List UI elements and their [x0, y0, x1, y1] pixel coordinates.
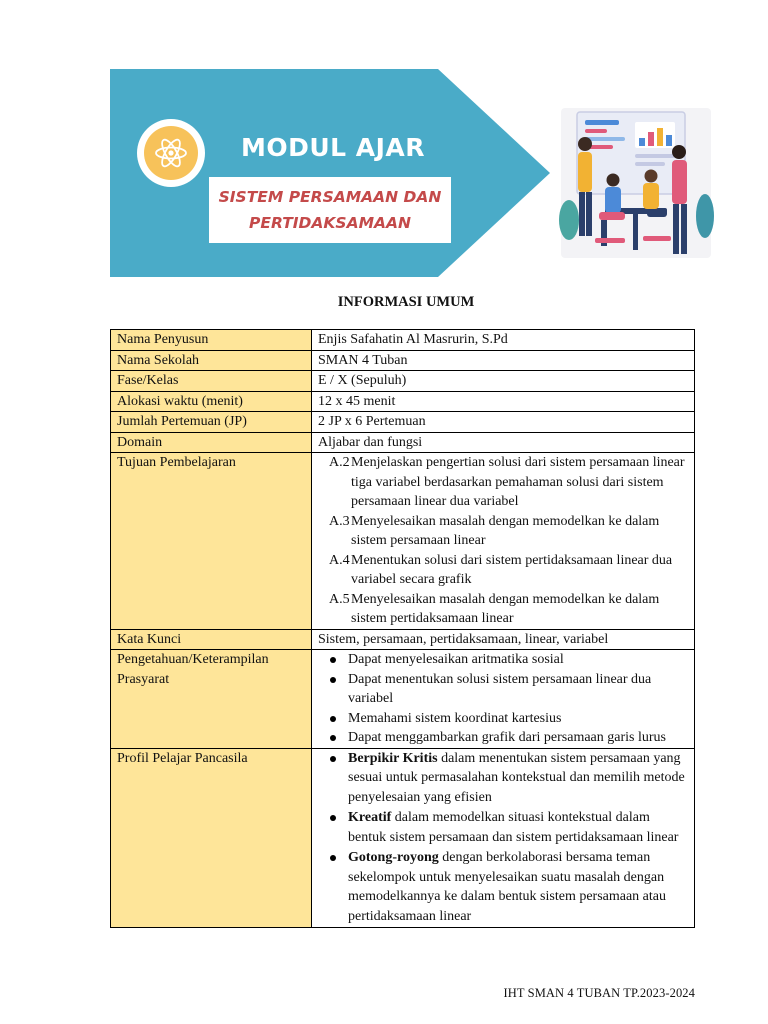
table-row — [111, 391, 695, 412]
list-item — [318, 728, 690, 748]
profile-keyword: Berpikir Kritis — [348, 750, 438, 766]
section-heading: INFORMASI UMUM — [337, 294, 475, 310]
table-row — [111, 748, 695, 928]
subtitle-line-1: SISTEM PERSAMAAN DAN — [218, 188, 442, 206]
profile-text: dalam menentukan sistem persamaan yang sesuai untuk permasalahan kontekstual dan memilih metode penyelesaian yang efisien — [348, 750, 685, 805]
table-row — [111, 650, 695, 749]
atom-badge — [137, 119, 205, 187]
profile-keyword: Gotong-royong — [348, 850, 439, 865]
value-cell — [312, 748, 695, 928]
objective-number: A.5 — [329, 591, 350, 607]
table-row — [111, 432, 695, 453]
value-cell — [312, 650, 695, 749]
page-footer: IHT SMAN 4 TUBAN TP.2023-2024 — [503, 986, 695, 1000]
bullet-icon — [330, 716, 336, 722]
bullet-icon — [330, 677, 336, 683]
table-row — [111, 629, 695, 650]
table-row — [111, 412, 695, 433]
team-illustration — [555, 108, 715, 260]
bullet-icon — [330, 855, 336, 861]
prerequisite-list — [318, 650, 690, 748]
label-line: Prasyarat — [117, 671, 170, 687]
list-item-text: Dapat menyelesaikan aritmatika sosial — [348, 652, 564, 667]
label-line: Pengetahuan/Keterampilan — [117, 652, 269, 667]
label-cell: Jumlah Pertemuan (JP) — [111, 412, 312, 433]
table-row — [111, 453, 695, 630]
objectives-list — [318, 453, 690, 629]
label-cell: Nama Sekolah — [111, 350, 312, 371]
table-row — [111, 350, 695, 371]
list-item — [318, 670, 690, 709]
bullet-icon — [330, 657, 336, 663]
objective-text: Menentukan solusi dari sistem pertidaksamaan linear dua variabel secara grafik — [351, 552, 673, 587]
label-cell: Alokasi waktu (menit) — [111, 391, 312, 412]
value-cell: Aljabar dan fungsi — [312, 432, 695, 453]
module-subtitle — [209, 177, 451, 243]
list-item — [318, 512, 690, 551]
list-item — [318, 848, 690, 926]
objective-text: Menjelaskan pengertian solusi dari sistem persamaan linear tiga variabel berdasarkan pemahaman solusi dari sistem persamaan linear dua variabel — [351, 455, 685, 509]
objective-number: A.2 — [329, 455, 350, 470]
profile-keyword: Kreatif — [348, 810, 392, 825]
label-cell: Tujuan Pembelajaran — [111, 453, 312, 630]
list-item-text: Dapat menggambarkan grafik dari persamaan garis lurus — [348, 730, 666, 745]
module-title: MODUL AJAR — [240, 133, 426, 162]
objective-number: A.3 — [329, 513, 350, 529]
header-banner — [110, 69, 550, 277]
profile-list — [318, 749, 690, 927]
list-item — [318, 551, 690, 590]
objective-number: A.4 — [329, 552, 350, 568]
value-cell: Sistem, persamaan, pertidaksamaan, linear, variabel — [312, 629, 695, 650]
bullet-icon — [330, 815, 336, 821]
list-item — [318, 709, 690, 729]
label-cell: Domain — [111, 432, 312, 453]
objective-text: Menyelesaikan masalah dengan memodelkan ke dalam sistem persamaan linear — [351, 513, 660, 548]
label-cell — [111, 650, 312, 749]
table-row — [111, 371, 695, 392]
value-cell: SMAN 4 Tuban — [312, 350, 695, 371]
value-cell: 2 JP x 6 Pertemuan — [312, 412, 695, 433]
bullet-icon — [330, 735, 336, 741]
subtitle-line-2: PERTIDAKSAMAAN — [249, 214, 411, 232]
value-cell — [312, 453, 695, 630]
list-item — [318, 749, 690, 808]
label-cell: Profil Pelajar Pancasila — [111, 748, 312, 928]
list-item — [318, 590, 690, 629]
label-cell: Nama Penyusun — [111, 330, 312, 351]
label-cell: Kata Kunci — [111, 629, 312, 650]
info-table — [110, 329, 695, 928]
objective-text: Menyelesaikan masalah dengan memodelkan ke dalam sistem pertidaksamaan linear — [351, 591, 660, 626]
table-row — [111, 330, 695, 351]
list-item — [318, 453, 690, 512]
list-item-text: Dapat menentukan solusi sistem persamaan linear dua variabel — [348, 671, 652, 706]
profile-text: dengan berkolaborasi bersama teman sekelompok untuk menyelesaikan suatu masalah dengan memodelkannya ke dalam bentuk sistem persamaan atau pertidaksamaan linear — [348, 850, 667, 924]
atom-icon — [151, 133, 191, 173]
list-item — [318, 650, 690, 670]
value-cell: Enjis Safahatin Al Masrurin, S.Pd — [312, 330, 695, 351]
value-cell: E / X (Sepuluh) — [312, 371, 695, 392]
label-cell: Fase/Kelas — [111, 371, 312, 392]
list-item — [318, 808, 690, 847]
list-item-text: Memahami sistem koordinat kartesius — [348, 710, 562, 726]
profile-text: dalam memodelkan situasi kontekstual dalam bentuk sistem persamaan dan sistem pertidaksamaan linear — [348, 810, 679, 845]
bullet-icon — [330, 756, 336, 762]
value-cell: 12 x 45 menit — [312, 391, 695, 412]
